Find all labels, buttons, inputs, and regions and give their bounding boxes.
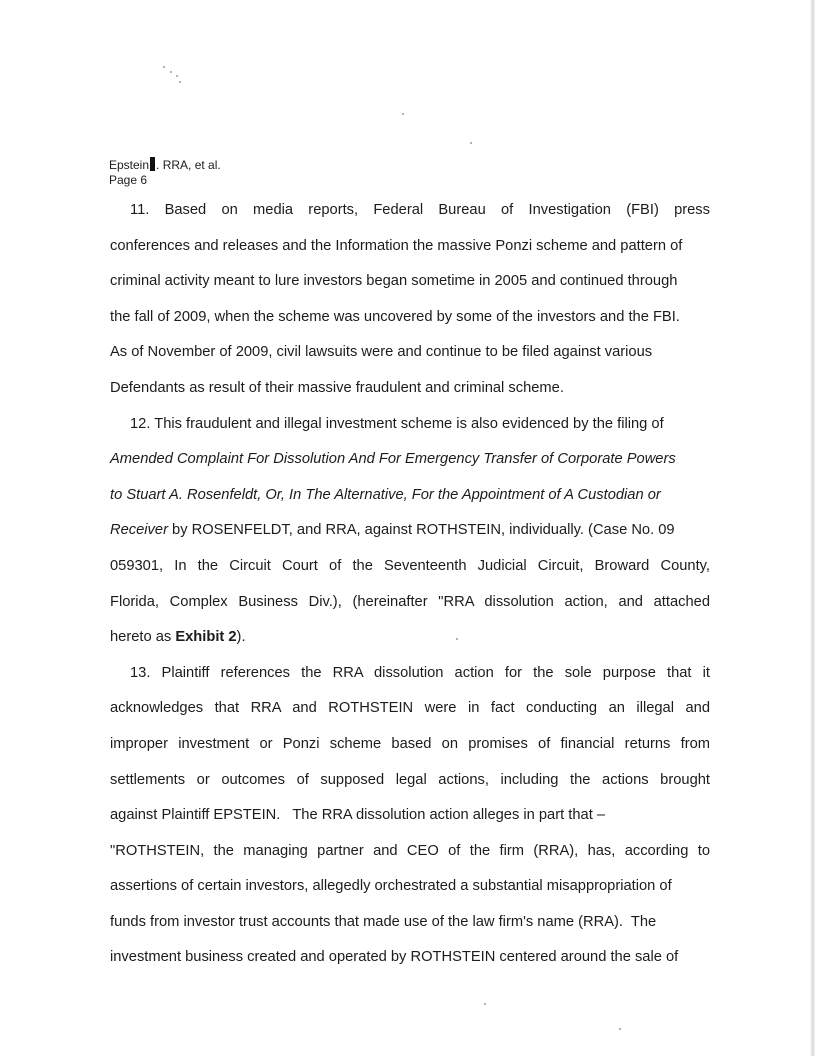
text-line: assertions of certain investors, allegedly orchestrated a substantial misappropriation of — [110, 878, 672, 895]
page-number: Page 6 — [109, 173, 148, 187]
complaint-title-part: to Stuart A. Rosenfeldt, Or, In The Alternative, For the Appointment of A Custodian or — [110, 486, 661, 503]
text-line: 12. This fraudulent and illegal investment scheme is also evidenced by the filing of — [130, 415, 664, 432]
exhibit-ref-post: ). — [236, 629, 246, 646]
scan-speck — [179, 81, 181, 83]
text-line — [110, 513, 710, 549]
caption-plaintiff: Epstein — [109, 158, 150, 172]
text-line: improper investment or Ponzi scheme based on promises of financial returns from — [110, 735, 710, 752]
text-line: Florida, Complex Business Div.), (hereinafter "RRA dissolution action, and attached — [110, 593, 710, 610]
text-line — [110, 478, 710, 514]
document-body — [110, 193, 710, 976]
paragraph-12 — [110, 407, 710, 656]
caption-defendants: . RRA, et al. — [156, 158, 221, 172]
exhibit-label: Exhibit 2 — [175, 629, 237, 646]
text-line: the fall of 2009, when the scheme was uncovered by some of the investors and the FBI. — [110, 308, 680, 325]
text-line: "ROTHSTEIN, the managing partner and CEO of the firm (RRA), has, according to — [110, 842, 710, 859]
scan-speck — [402, 113, 404, 115]
complaint-title-part: Amended Complaint For Dissolution And For Emergency Transfer of Corporate Powers — [110, 451, 676, 468]
paragraph-13 — [110, 656, 710, 976]
exhibit-ref-pre: hereto as — [110, 629, 176, 646]
redaction-mark — [150, 157, 155, 171]
text-line: 11. Based on media reports, Federal Bureau of Investigation (FBI) press — [130, 202, 710, 218]
page-edge-shadow — [810, 0, 815, 1056]
case-caption — [109, 157, 221, 173]
text-line: conferences and releases and the Information the massive Ponzi scheme and pattern of — [110, 237, 683, 254]
text-line: criminal activity meant to lure investors began sometime in 2005 and continued through — [110, 273, 678, 290]
text-line: investment business created and operated by ROTHSTEIN centered around the sale of — [110, 949, 679, 966]
text-line: 13. Plaintiff references the RRA dissolution action for the sole purpose that it — [130, 664, 710, 681]
text-line — [110, 442, 710, 478]
text-line: 059301, In the Circuit Court of the Seventeenth Judicial Circuit, Broward County, — [110, 557, 710, 574]
text-line: settlements or outcomes of supposed legal actions, including the actions brought — [110, 771, 710, 788]
text-line: against Plaintiff EPSTEIN. The RRA dissolution action alleges in part that – — [110, 807, 606, 824]
text-line: funds from investor trust accounts that made use of the law firm's name (RRA). The — [110, 913, 657, 930]
text-line — [110, 620, 710, 656]
scan-speck — [176, 75, 178, 77]
text-line: acknowledges that RRA and ROTHSTEIN were in fact conducting an illegal and — [110, 700, 710, 717]
complaint-title-part: Receiver — [110, 522, 168, 539]
text-line: Defendants as result of their massive fraudulent and criminal scheme. — [110, 379, 564, 396]
scan-speck — [619, 1028, 621, 1030]
text-line: As of November of 2009, civil lawsuits were and continue to be filed against various — [110, 344, 653, 361]
case-reference: by ROSENFELDT, and RRA, against ROTHSTEIN, individually. (Case No. 09 — [167, 522, 675, 539]
scan-speck — [170, 71, 172, 73]
paragraph-11 — [110, 193, 710, 407]
scan-speck — [484, 1003, 486, 1005]
scan-speck — [470, 142, 472, 144]
scan-speck — [163, 66, 165, 68]
case-header — [109, 157, 221, 188]
